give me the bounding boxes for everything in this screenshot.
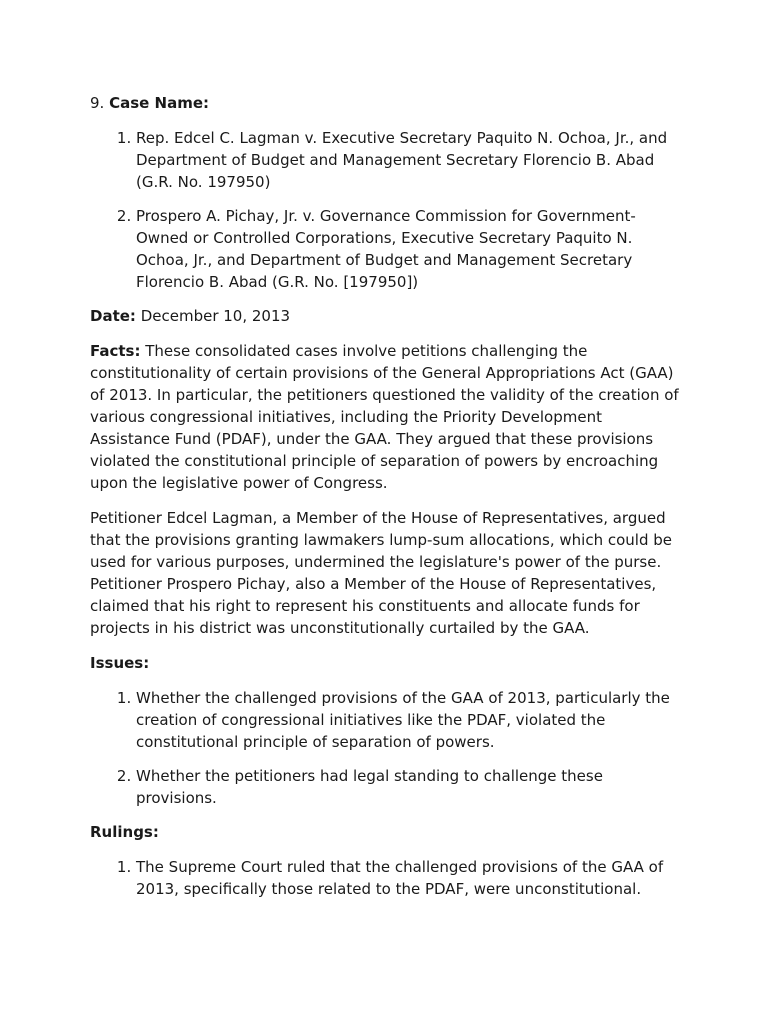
facts-paragraph <box>90 340 680 494</box>
document-page <box>90 92 680 912</box>
issue-item: 2. Whether the petitioners had legal standing to challenge these provisions. <box>136 765 680 809</box>
case-number: 9. <box>90 94 105 112</box>
case-item: 1. Rep. Edcel C. Lagman v. Executive Secretary Paquito N. Ochoa, Jr., and Department of Budget and Management Secretary Florencio B. Abad (G.R. No. 197950) <box>136 127 680 193</box>
facts-text: These consolidated cases involve petitions challenging the constitutionality of certain provisions of the General Appropriations Act (GAA) of 2013. In particular, the petitioners questioned the validity of the creation of various congressional initiatives, including the Priority Development Assistance Fund (PDAF), under the GAA. They argued that these provisions violated the constitutional principle of separation of powers by encroaching upon the legislative power of Congress. <box>90 342 679 492</box>
rulings-list <box>90 856 680 900</box>
date-value: December 10, 2013 <box>140 307 291 325</box>
ruling-item: 1. The Supreme Court ruled that the challenged provisions of the GAA of 2013, specifically those related to the PDAF, were unconstitutional. <box>136 856 680 900</box>
issues-heading <box>90 652 680 674</box>
date-label: Date: <box>90 307 136 325</box>
case-name-heading <box>90 92 680 114</box>
rulings-heading <box>90 821 680 843</box>
issues-list <box>90 687 680 809</box>
date-line <box>90 305 680 327</box>
facts-label: Facts: <box>90 342 141 360</box>
issues-label: Issues: <box>90 654 150 672</box>
case-item: 2. Prospero A. Pichay, Jr. v. Governance Commission for Government-Owned or Controlled Corporations, Executive Secretary Paquito N. Ochoa, Jr., and Department of Budget and Management Secretary Florencio B. Abad (G.R. No. [197950]) <box>136 205 680 293</box>
case-name-label: Case Name: <box>109 94 210 112</box>
case-list <box>90 127 680 293</box>
facts-paragraph-2: Petitioner Edcel Lagman, a Member of the House of Representatives, argued that the provisions granting lawmakers lump-sum allocations, which could be used for various purposes, undermined the legislature's power of the purse. Petitioner Prospero Pichay, also a Member of the House of Representatives, claimed that his right to represent his constituents and allocate funds for projects in his district was unconstitutionally curtailed by the GAA. <box>90 509 672 637</box>
rulings-label: Rulings: <box>90 823 159 841</box>
issue-item: 1. Whether the challenged provisions of the GAA of 2013, particularly the creation of congressional initiatives like the PDAF, violated the constitutional principle of separation of powers. <box>136 687 680 753</box>
